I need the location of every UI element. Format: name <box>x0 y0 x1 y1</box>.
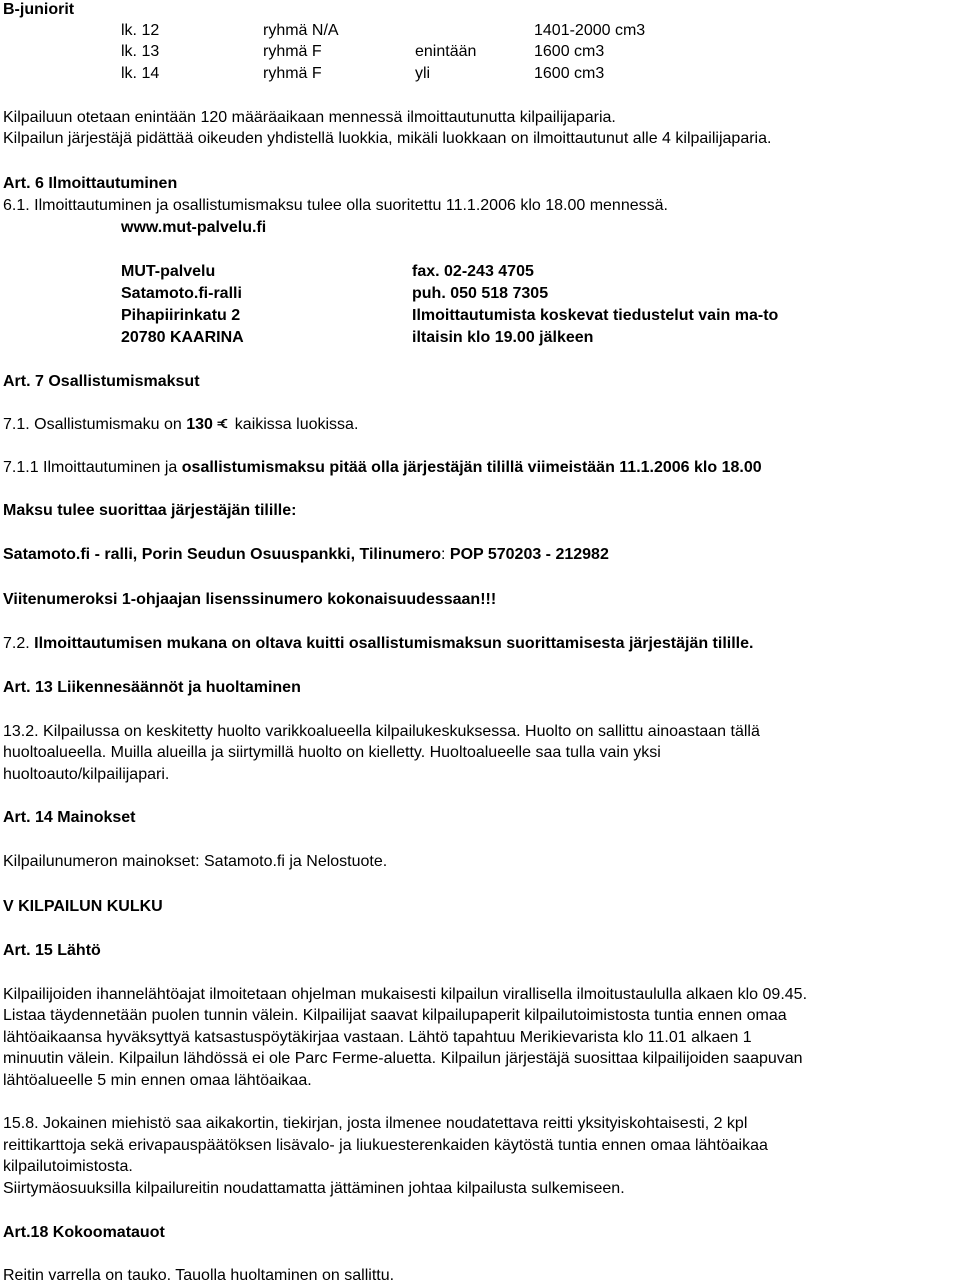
art15-text: minuutin välein. Kilpailun lähdössä ei ole Parc Ferme-aluetta. Kilpailun järjestäjä suosittaa kilpailijoiden saapuvan <box>3 1050 803 1067</box>
art15-text: reittikarttoja sekä erivapauspäätöksen lisävalo- ja liukuesterenkaiden käytöstä tuntia ennen omaa lähtöaikaa <box>3 1137 768 1154</box>
art6-heading: Art. 6 Ilmoittautuminen <box>3 175 178 192</box>
address-line: 20780 KAARINA <box>121 329 244 346</box>
account-text: Satamoto.fi - ralli, Porin Seudun Osuuspankki, Tilinumero <box>3 546 441 563</box>
limit-cell: enintään <box>415 43 477 60</box>
section-heading: V KILPAILUN KULKU <box>3 898 163 915</box>
group-cell: ryhmä F <box>263 43 322 60</box>
contact-line: puh. 050 518 7305 <box>412 285 549 302</box>
art18-text: Reitin varrella on tauko. Tauolla huoltaminen on sallittu. <box>3 1267 395 1284</box>
deadline-prefix: 7.1.1 Ilmoittautuminen ja <box>3 459 182 476</box>
reference-line: Viitenumeroksi 1-ohjaajan lisenssinumero kokonaisuudessaan!!! <box>3 591 497 608</box>
art13-heading: Art. 13 Liikennesäännöt ja huoltaminen <box>3 679 301 696</box>
art15-text: Kilpailijoiden ihannelähtöajat ilmoitetaan ohjelman mukaisesti kilpailun virallisella ilmoitustaululla alkaen klo 09.45. <box>3 986 808 1003</box>
art15-text: Siirtymäosuuksilla kilpailureitin noudattamatta jättäminen johtaa kilpailusta sulkemiseen. <box>3 1180 625 1197</box>
entries-paragraph: Kilpailuun otetaan enintään 120 määräaikaan mennessä ilmoittautunutta kilpailijaparia. <box>3 109 616 126</box>
art14-text: Kilpailunumeron mainokset: Satamoto.fi ja Nelostuote. <box>3 853 388 870</box>
receipt-text: Ilmoittautumisen mukana on oltava kuitti osallistumismaksun suorittamisesta järjestäjän tilille. <box>34 635 754 652</box>
art13-text: huoltoalueella. Muilla alueilla ja siirtymillä huolto on kielletty. Huoltoalueelle saa tulla vain yksi <box>3 744 661 761</box>
art18-heading: Art.18 Kokoomatauot <box>3 1224 165 1241</box>
fee-suffix: kaikissa luokissa. <box>230 416 359 433</box>
class-cell: lk. 14 <box>121 65 160 82</box>
entries-paragraph: Kilpailun järjestäjä pidättää oikeuden yhdistellä luokkia, mikäli luokkaan on ilmoittautunut alle 4 kilpailijaparia. <box>3 130 772 147</box>
fee-amount: 130 <box>186 416 213 433</box>
receipt-number: 7.2. <box>3 635 35 652</box>
fee-line <box>3 415 358 434</box>
volume-cell: 1600 cm3 <box>534 43 605 60</box>
contact-line: iltaisin klo 19.00 jälkeen <box>412 329 594 346</box>
address-line: MUT-palvelu <box>121 263 216 280</box>
website-link[interactable]: www.mut-palvelu.fi <box>121 219 267 236</box>
art6-text: 6.1. Ilmoittautuminen ja osallistumismaksu tulee olla suoritettu 11.1.2006 klo 18.00 mennessä. <box>3 197 668 214</box>
account-line <box>3 545 609 564</box>
art15-text: Listaa täydennetään puolen tunnin välein. Kilpailijat saavat kilpailupaperit kilpailutoimistosta tuntia ennen omaa <box>3 1007 787 1024</box>
fee-prefix: 7.1. Osallistumismaku on <box>3 416 187 433</box>
contact-line: fax. 02-243 4705 <box>412 263 534 280</box>
art13-text: huoltoauto/kilpailijapari. <box>3 766 170 783</box>
art15-text: 15.8. Jokainen miehistö saa aikakortin, tiekirjan, josta ilmenee noudatettava reitti yksityiskohtaisesti, 2 kpl <box>3 1115 748 1132</box>
b-juniorit-heading: B-juniorit <box>3 1 75 18</box>
address-line: Satamoto.fi-ralli <box>121 285 242 302</box>
euro-icon <box>217 417 230 430</box>
account-number: POP 570203 - 212982 <box>445 546 609 563</box>
art15-heading: Art. 15 Lähtö <box>3 942 101 959</box>
group-cell: ryhmä F <box>263 65 322 82</box>
deadline-bold: osallistumismaksu pitää olla järjestäjän tilillä viimeistään 11.1.2006 klo 18.00 <box>181 459 762 476</box>
deadline-line <box>3 458 762 477</box>
volume-cell: 1600 cm3 <box>534 65 605 82</box>
art15-text: lähtöaikaansa hyväksyttyä katsastuspöytäkirjaa vastaan. Lähtö tapahtuu Merikievarista klo 11.01 alkaen 1 <box>3 1029 752 1046</box>
address-line: Pihapiirinkatu 2 <box>121 307 241 324</box>
volume-cell: 1401-2000 cm3 <box>534 22 646 39</box>
receipt-line <box>3 634 753 653</box>
art15-text: kilpailutoimistosta. <box>3 1158 133 1175</box>
account-colon: : <box>441 546 446 563</box>
art14-heading: Art. 14 Mainokset <box>3 809 136 826</box>
pay-to-line: Maksu tulee suorittaa järjestäjän tilille: <box>3 502 297 519</box>
art13-text: 13.2. Kilpailussa on keskitetty huolto varikkoalueella kilpailukeskuksessa. Huolto on sallittu ainoastaan tällä <box>3 723 760 740</box>
class-cell: lk. 12 <box>121 22 160 39</box>
art15-text: lähtöalueelle 5 min ennen omaa lähtöaikaa. <box>3 1072 312 1089</box>
limit-cell: yli <box>415 65 431 82</box>
contact-line: Ilmoittautumista koskevat tiedustelut vain ma-to <box>412 307 779 324</box>
group-cell: ryhmä N/A <box>263 22 339 39</box>
class-cell: lk. 13 <box>121 43 160 60</box>
art7-heading: Art. 7 Osallistumismaksut <box>3 373 200 390</box>
